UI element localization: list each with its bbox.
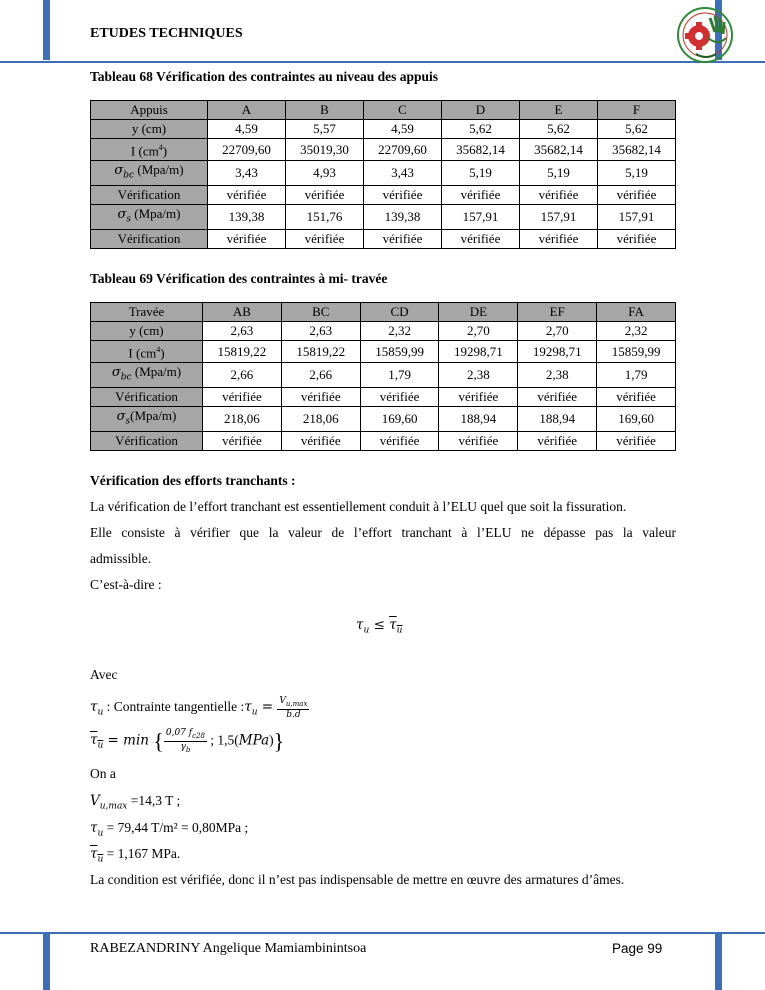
table-cell: vérifiée	[518, 387, 597, 406]
avec-label: Avec	[90, 667, 118, 682]
table-cell: 19298,71	[518, 341, 597, 363]
tau-fraction: $\frac{V_{u,max}}{b.d}$	[279, 696, 308, 720]
table68	[90, 100, 676, 249]
column-header: F	[598, 101, 676, 120]
header-rule	[0, 61, 765, 63]
tau-bar-value-line: $\tau_u = 1,167$ MPa.	[90, 846, 181, 865]
left-border-bar	[43, 0, 50, 60]
table-cell: vérifiée	[598, 229, 676, 248]
table69-caption: Tableau 69 Vérification des contraintes à mi- travée	[90, 271, 388, 286]
header-cell: Travée	[91, 303, 203, 322]
table-cell: 218,06	[203, 406, 282, 431]
table-cell: 5,19	[520, 161, 598, 186]
paragraph-1: La vérification de l’effort tranchant est essentiellement conduit à l’ELU quel que soit la fissuration.	[90, 499, 627, 514]
column-header: D	[442, 101, 520, 120]
column-header: DE	[439, 303, 518, 322]
table-header-row	[91, 101, 676, 120]
table-cell: 2,63	[203, 322, 282, 341]
table-cell: vérifiée	[360, 431, 439, 450]
table-cell: 22709,60	[208, 139, 286, 161]
row-label: Vérification	[91, 185, 208, 204]
table-cell: 169,60	[597, 406, 676, 431]
table-cell: 188,94	[518, 406, 597, 431]
table-cell: vérifiée	[439, 387, 518, 406]
table-cell: 2,38	[439, 363, 518, 388]
row-label: I $(cm^4)$	[91, 341, 203, 363]
table-cell: 35682,14	[598, 139, 676, 161]
paragraph-2b: admissible.	[90, 551, 152, 566]
table-cell: vérifiée	[518, 431, 597, 450]
table-cell: vérifiée	[281, 387, 360, 406]
table-cell: 35019,30	[286, 139, 364, 161]
table-cell: 157,91	[598, 204, 676, 229]
table-cell: 1,79	[597, 363, 676, 388]
footer-right-bar	[715, 934, 722, 990]
table-cell: 2,66	[281, 363, 360, 388]
table-cell: 157,91	[442, 204, 520, 229]
table-cell: vérifiée	[598, 185, 676, 204]
table-row	[91, 341, 676, 363]
table-cell: 15859,99	[597, 341, 676, 363]
table-cell: 4,59	[208, 120, 286, 139]
table-cell: 139,38	[208, 204, 286, 229]
table-cell: 35682,14	[520, 139, 598, 161]
table-row	[91, 120, 676, 139]
table-cell: vérifiée	[597, 431, 676, 450]
table-row	[91, 139, 676, 161]
table-cell: 2,70	[518, 322, 597, 341]
v-value-line: $V_{u,max} =14,3$ T ;	[90, 793, 181, 812]
table-cell: 15819,22	[281, 341, 360, 363]
row-label: $\sigma_{bc}$ (Mpa/m)	[91, 363, 203, 388]
footer-author: RABEZANDRINY Angelique Mamiambinintsoa	[90, 941, 367, 956]
table-cell: 151,76	[286, 204, 364, 229]
row-label: Vérification	[91, 387, 203, 406]
header-title: ETUDES TECHNIQUES	[90, 26, 243, 41]
table-cell: 5,57	[286, 120, 364, 139]
table-cell: 1,79	[360, 363, 439, 388]
table-cell: vérifiée	[286, 185, 364, 204]
table-row	[91, 431, 676, 450]
row-label: y (cm)	[91, 322, 203, 341]
column-header: A	[208, 101, 286, 120]
table-row	[91, 185, 676, 204]
table-cell: vérifiée	[364, 185, 442, 204]
tau-bar-fraction: $\frac{0,07 f_{c28}}{\gamma_b}$	[165, 728, 205, 754]
row-label: y (cm)	[91, 120, 208, 139]
table-cell: 157,91	[520, 204, 598, 229]
paragraph-3: C’est-à-dire :	[90, 577, 162, 592]
table-cell: vérifiée	[520, 229, 598, 248]
table-cell: 5,19	[442, 161, 520, 186]
table-row	[91, 229, 676, 248]
table-cell: 19298,71	[439, 341, 518, 363]
table-cell: 188,94	[439, 406, 518, 431]
table-cell: 2,32	[360, 322, 439, 341]
table-cell: vérifiée	[203, 387, 282, 406]
table-row	[91, 406, 676, 431]
main-formula: $\tau_u \le \tau_u$	[356, 617, 403, 636]
table-cell: 4,59	[364, 120, 442, 139]
table-cell: 5,62	[598, 120, 676, 139]
paragraph-2a: Elle consiste à vérifier que la valeur de l’effort tranchant à l’ELU ne dépasse pas la valeur	[90, 525, 676, 540]
table-cell: 139,38	[364, 204, 442, 229]
table-cell: vérifiée	[203, 431, 282, 450]
definition-tau: $\tau_u$ : Contrainte tangentielle $:\tau_u$ = $\frac{V_{u,max}}{b.d}$	[90, 696, 308, 720]
table-cell: vérifiée	[208, 229, 286, 248]
row-label: Vérification	[91, 229, 208, 248]
table69	[90, 302, 676, 451]
row-label: Vérification	[91, 431, 203, 450]
table-cell: 3,43	[364, 161, 442, 186]
table-cell: vérifiée	[520, 185, 598, 204]
row-label: $\sigma_{bc}$ (Mpa/m)	[91, 161, 208, 186]
table68-caption: Tableau 68 Vérification des contraintes au niveau des appuis	[90, 69, 439, 84]
table-cell: vérifiée	[442, 185, 520, 204]
table-cell: 4,93	[286, 161, 364, 186]
table-cell: 2,66	[203, 363, 282, 388]
table-header-row	[91, 303, 676, 322]
column-header: BC	[281, 303, 360, 322]
table-row	[91, 387, 676, 406]
column-header: B	[286, 101, 364, 120]
column-header: E	[520, 101, 598, 120]
section-heading: Vérification des efforts tranchants :	[90, 473, 296, 488]
table-cell: 15819,22	[203, 341, 282, 363]
table-cell: 2,38	[518, 363, 597, 388]
table-cell: 5,19	[598, 161, 676, 186]
page-number: Page 99	[612, 941, 663, 956]
column-header: FA	[597, 303, 676, 322]
table-cell: 5,62	[520, 120, 598, 139]
table-cell: vérifiée	[439, 431, 518, 450]
row-label: I $(cm^4)$	[91, 139, 208, 161]
table-cell: 5,62	[442, 120, 520, 139]
institution-logo	[666, 6, 744, 64]
footer-rule	[0, 932, 765, 934]
table-cell: 2,32	[597, 322, 676, 341]
table-row	[91, 204, 676, 229]
table-cell: vérifiée	[442, 229, 520, 248]
table-cell: vérifiée	[360, 387, 439, 406]
row-label: $\sigma_s$ (Mpa/m)	[91, 204, 208, 229]
column-header: C	[364, 101, 442, 120]
column-header: AB	[203, 303, 282, 322]
table-cell: 169,60	[360, 406, 439, 431]
column-header: CD	[360, 303, 439, 322]
table-cell: vérifiée	[364, 229, 442, 248]
table-row	[91, 322, 676, 341]
definition-tau-bar: $\tau_u = \min$ { $\frac{0,07 f_{c28}}{\gamma_b}$ ; 1,5(MPa)}	[90, 728, 285, 754]
table-cell: vérifiée	[208, 185, 286, 204]
footer-left-bar	[43, 934, 50, 990]
on-a-label: On a	[90, 766, 116, 781]
conclusion: La condition est vérifiée, donc il n’est pas indispensable de mettre en œuvre des armatures d’âmes.	[90, 872, 625, 887]
tau-value-line: $\tau_u = 79,44$ T/m² = 0,80MPa ;	[90, 820, 249, 839]
table-row	[91, 161, 676, 186]
table-row	[91, 363, 676, 388]
row-label: $\sigma_s(Mpa/m)$	[91, 406, 203, 431]
table-cell: vérifiée	[286, 229, 364, 248]
table-cell: 2,70	[439, 322, 518, 341]
table-cell: vérifiée	[597, 387, 676, 406]
table-cell: 35682,14	[442, 139, 520, 161]
header-cell: Appuis	[91, 101, 208, 120]
table-cell: 15859,99	[360, 341, 439, 363]
table-cell: 2,63	[281, 322, 360, 341]
table-cell: 218,06	[281, 406, 360, 431]
table-cell: vérifiée	[281, 431, 360, 450]
column-header: EF	[518, 303, 597, 322]
table-cell: 3,43	[208, 161, 286, 186]
table-cell: 22709,60	[364, 139, 442, 161]
